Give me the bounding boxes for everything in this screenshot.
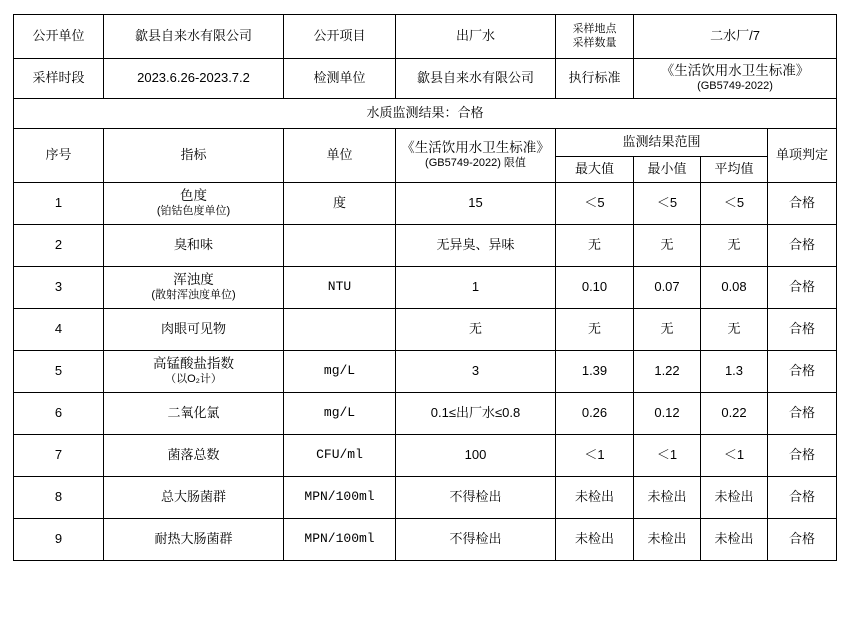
row-indicator bbox=[104, 183, 284, 225]
row-limit: 不得检出 bbox=[396, 519, 556, 561]
row-judgement: 合格 bbox=[768, 309, 837, 351]
table-row bbox=[14, 393, 837, 435]
col-unit: 单位 bbox=[284, 129, 396, 183]
row-max: 0.10 bbox=[556, 267, 634, 309]
row-min: ＜5 bbox=[634, 183, 701, 225]
row-unit: mg/L bbox=[284, 393, 396, 435]
table-row bbox=[14, 183, 837, 225]
row-judgement: 合格 bbox=[768, 477, 837, 519]
row-indicator bbox=[104, 267, 284, 309]
row-index: 3 bbox=[14, 267, 104, 309]
row-unit: mg/L bbox=[284, 351, 396, 393]
row-judgement: 合格 bbox=[768, 351, 837, 393]
row-limit: 3 bbox=[396, 351, 556, 393]
row-indicator-note: (铂钴色度单位) bbox=[156, 205, 231, 218]
public-item-label: 公开项目 bbox=[284, 15, 396, 59]
row-indicator bbox=[104, 351, 284, 393]
row-max: 1.39 bbox=[556, 351, 634, 393]
sampling-count-label: 采样数量 bbox=[572, 36, 617, 49]
row-limit: 100 bbox=[396, 435, 556, 477]
row-index: 8 bbox=[14, 477, 104, 519]
testing-unit-value: 歙县自来水有限公司 bbox=[396, 59, 556, 99]
plant-and-count-value: 二水厂/7 bbox=[634, 15, 837, 59]
row-avg: 0.22 bbox=[701, 393, 768, 435]
table-row bbox=[14, 435, 837, 477]
col-index: 序号 bbox=[14, 129, 104, 183]
row-indicator-name: 高锰酸盐指数 bbox=[153, 356, 234, 372]
row-limit: 1 bbox=[396, 267, 556, 309]
sampling-period-label: 采样时段 bbox=[14, 59, 104, 99]
sampling-period-value: 2023.6.26-2023.7.2 bbox=[104, 59, 284, 99]
row-limit: 15 bbox=[396, 183, 556, 225]
execution-standard-label: 执行标准 bbox=[556, 59, 634, 99]
col-max: 最大值 bbox=[556, 157, 634, 183]
row-indicator: 臭和味 bbox=[104, 225, 284, 267]
report-table bbox=[13, 14, 837, 561]
row-avg: 未检出 bbox=[701, 477, 768, 519]
row-index: 1 bbox=[14, 183, 104, 225]
row-avg: 未检出 bbox=[701, 519, 768, 561]
row-min: 0.07 bbox=[634, 267, 701, 309]
row-unit bbox=[284, 309, 396, 351]
col-limit-standard-name: 《生活饮用水卫生标准》 bbox=[401, 140, 550, 156]
row-avg: 无 bbox=[701, 225, 768, 267]
row-max: 无 bbox=[556, 309, 634, 351]
row-indicator: 肉眼可见物 bbox=[104, 309, 284, 351]
col-limit-standard-code: (GB5749-2022) 限值 bbox=[425, 157, 526, 170]
row-min: ＜1 bbox=[634, 435, 701, 477]
row-max: ＜5 bbox=[556, 183, 634, 225]
public-unit-value: 歙县自来水有限公司 bbox=[104, 15, 284, 59]
row-limit: 无异臭、异味 bbox=[396, 225, 556, 267]
row-limit: 无 bbox=[396, 309, 556, 351]
table-row bbox=[14, 309, 837, 351]
table-row bbox=[14, 225, 837, 267]
row-unit: MPN/100ml bbox=[284, 477, 396, 519]
row-unit: MPN/100ml bbox=[284, 519, 396, 561]
row-max: ＜1 bbox=[556, 435, 634, 477]
row-unit: 度 bbox=[284, 183, 396, 225]
column-header-row-1 bbox=[14, 129, 837, 157]
row-indicator-note: (散射浑浊度单位) bbox=[151, 289, 236, 302]
row-indicator: 菌落总数 bbox=[104, 435, 284, 477]
row-index: 5 bbox=[14, 351, 104, 393]
row-indicator: 总大肠菌群 bbox=[104, 477, 284, 519]
standard-name: 《生活饮用水卫生标准》 bbox=[660, 63, 810, 79]
row-max: 无 bbox=[556, 225, 634, 267]
row-judgement: 合格 bbox=[768, 183, 837, 225]
sampling-location-label: 采样地点 bbox=[572, 22, 617, 35]
row-min: 0.12 bbox=[634, 393, 701, 435]
row-index: 7 bbox=[14, 435, 104, 477]
col-judgement: 单项判定 bbox=[768, 129, 837, 183]
row-max: 未检出 bbox=[556, 477, 634, 519]
overall-result-text: 水质监测结果：合格 bbox=[14, 99, 837, 129]
public-unit-label: 公开单位 bbox=[14, 15, 104, 59]
row-index: 4 bbox=[14, 309, 104, 351]
row-avg: ＜5 bbox=[701, 183, 768, 225]
header-row-2 bbox=[14, 59, 837, 99]
row-indicator: 二氧化氯 bbox=[104, 393, 284, 435]
table-row bbox=[14, 519, 837, 561]
col-limit bbox=[396, 129, 556, 183]
row-judgement: 合格 bbox=[768, 435, 837, 477]
row-index: 6 bbox=[14, 393, 104, 435]
row-indicator-note: （以O₂计） bbox=[165, 373, 222, 386]
row-min: 未检出 bbox=[634, 477, 701, 519]
table-row bbox=[14, 267, 837, 309]
standard-code: (GB5749-2022) bbox=[697, 80, 773, 93]
testing-unit-label: 检测单位 bbox=[284, 59, 396, 99]
row-min: 1.22 bbox=[634, 351, 701, 393]
row-index: 2 bbox=[14, 225, 104, 267]
row-min: 无 bbox=[634, 225, 701, 267]
public-item-value: 出厂水 bbox=[396, 15, 556, 59]
col-range-group: 监测结果范围 bbox=[556, 129, 768, 157]
row-judgement: 合格 bbox=[768, 267, 837, 309]
table-row bbox=[14, 477, 837, 519]
row-max: 未检出 bbox=[556, 519, 634, 561]
row-unit: NTU bbox=[284, 267, 396, 309]
row-avg: 0.08 bbox=[701, 267, 768, 309]
row-indicator: 耐热大肠菌群 bbox=[104, 519, 284, 561]
row-avg: ＜1 bbox=[701, 435, 768, 477]
row-avg: 1.3 bbox=[701, 351, 768, 393]
col-indicator: 指标 bbox=[104, 129, 284, 183]
row-min: 未检出 bbox=[634, 519, 701, 561]
execution-standard-value bbox=[634, 59, 837, 99]
table-row bbox=[14, 351, 837, 393]
row-indicator-name: 浑浊度 bbox=[173, 272, 214, 288]
row-limit: 0.1≤出厂水≤0.8 bbox=[396, 393, 556, 435]
row-indicator-name: 色度 bbox=[180, 188, 207, 204]
row-min: 无 bbox=[634, 309, 701, 351]
row-judgement: 合格 bbox=[768, 519, 837, 561]
row-unit bbox=[284, 225, 396, 267]
header-row-1 bbox=[14, 15, 837, 59]
col-min: 最小值 bbox=[634, 157, 701, 183]
row-judgement: 合格 bbox=[768, 225, 837, 267]
row-judgement: 合格 bbox=[768, 393, 837, 435]
row-avg: 无 bbox=[701, 309, 768, 351]
col-avg: 平均值 bbox=[701, 157, 768, 183]
row-max: 0.26 bbox=[556, 393, 634, 435]
sampling-location-count-label bbox=[556, 15, 634, 59]
row-limit: 不得检出 bbox=[396, 477, 556, 519]
overall-result-row bbox=[14, 99, 837, 129]
row-index: 9 bbox=[14, 519, 104, 561]
row-unit: CFU/ml bbox=[284, 435, 396, 477]
